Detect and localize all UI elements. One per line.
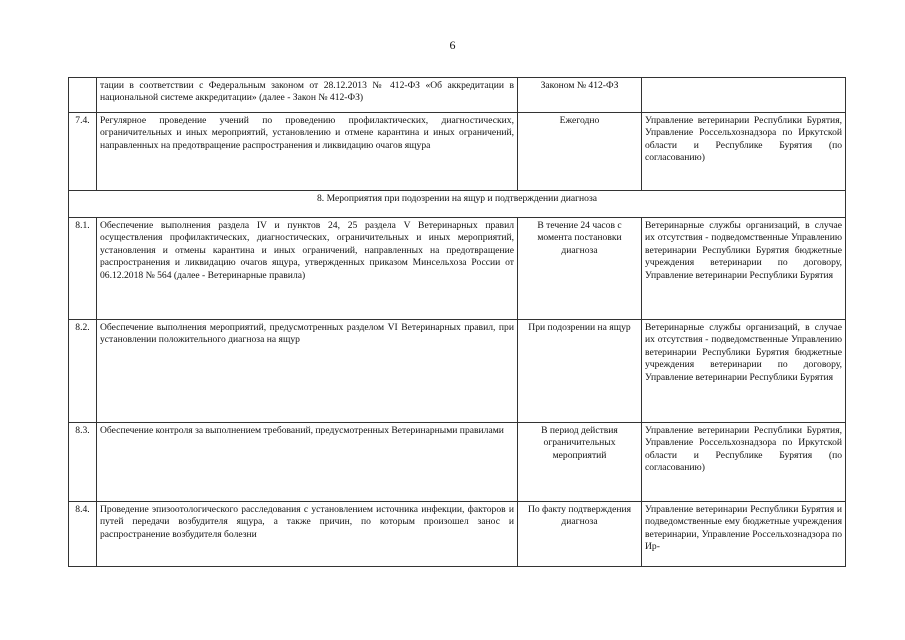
table-row — [69, 320, 846, 423]
activity-cell: тации в соответствии с Федеральным законом от 28.12.2013 № 412-ФЗ «Об аккредитации в национальной системе аккредитации» (далее - Закон № 412-ФЗ) — [97, 78, 518, 113]
row-number: 8.3. — [69, 423, 97, 502]
activity-cell: Проведение эпизоотологического расследования с установлением источника инфекции, факторов и путей передачи возбудителя ящура, а также причин, по которым произошел занос и распространение возбудителя болезни — [97, 502, 518, 567]
responsible-cell: Управление ветеринарии Республики Бурятия, Управление Россельхознадзора по Иркутской области и Республике Бурятия (по согласованию) — [642, 423, 846, 502]
row-number: 7.4. — [69, 113, 97, 191]
term-cell: Законом № 412-ФЗ — [518, 78, 642, 113]
table-row — [69, 218, 846, 320]
measures-table — [68, 77, 846, 567]
activity-cell: Регулярное проведение учений по проведению профилактических, диагностических, ограничительных и иных мероприятий, установлению и отмене карантина и иных ограничений, направленных на предотвращение распространения и ликвидацию очагов ящура — [97, 113, 518, 191]
table-row — [69, 502, 846, 567]
table-row — [69, 78, 846, 113]
page-number: 6 — [449, 38, 456, 52]
row-number — [69, 78, 97, 113]
activity-cell: Обеспечение выполнения раздела IV и пунктов 24, 25 раздела V Ветеринарных правил осуществления профилактических, диагностических, ограничительных и иных мероприятий, установления и отмены карантина и иных ограничений, направленных на предотвращение распространения и ликвидацию очагов ящура, утвержденных приказом Минсельхоза России от 06.12.2018 № 564 (далее - Ветеринарные правила) — [97, 218, 518, 320]
responsible-cell — [642, 78, 846, 113]
term-cell: Ежегодно — [518, 113, 642, 191]
table-row — [69, 113, 846, 191]
row-number: 8.1. — [69, 218, 97, 320]
term-cell: В период действия ограничительных мероприятий — [518, 423, 642, 502]
term-cell: При подозрении на ящур — [518, 320, 642, 423]
responsible-cell: Ветеринарные службы организаций, в случае их отсутствия - подведомственные Управлению ветеринарии Республики Бурятия бюджетные учреждения ветеринарии по договору, Управление ветеринарии Республики Бурятия — [642, 320, 846, 423]
responsible-cell: Управление ветеринарии Республики Бурятия и подведомственные ему бюджетные учреждения ветеринарии, Управление Россельхознадзора по Ир- — [642, 502, 846, 567]
row-number: 8.2. — [69, 320, 97, 423]
section-title: 8. Мероприятия при подозрении на ящур и подтверждении диагноза — [69, 191, 846, 218]
responsible-cell: Ветеринарные службы организаций, в случае их отсутствия - подведомственные Управлению ветеринарии Республики Бурятия бюджетные учреждения ветеринарии по договору, Управление ветеринарии Республики Бурятия — [642, 218, 846, 320]
activity-cell: Обеспечение контроля за выполнением требований, предусмотренных Ветеринарными правилами — [97, 423, 518, 502]
row-number: 8.4. — [69, 502, 97, 567]
term-cell: По факту подтверждения диагноза — [518, 502, 642, 567]
table-row — [69, 423, 846, 502]
term-cell: В течение 24 часов с момента постановки диагноза — [518, 218, 642, 320]
section-header-row — [69, 191, 846, 218]
activity-cell: Обеспечение выполнения мероприятий, предусмотренных разделом VI Ветеринарных правил, при установлении положительного диагноза на ящур — [97, 320, 518, 423]
responsible-cell: Управление ветеринарии Республики Бурятия, Управление Россельхознадзора по Иркутской области и Республике Бурятия (по согласованию) — [642, 113, 846, 191]
